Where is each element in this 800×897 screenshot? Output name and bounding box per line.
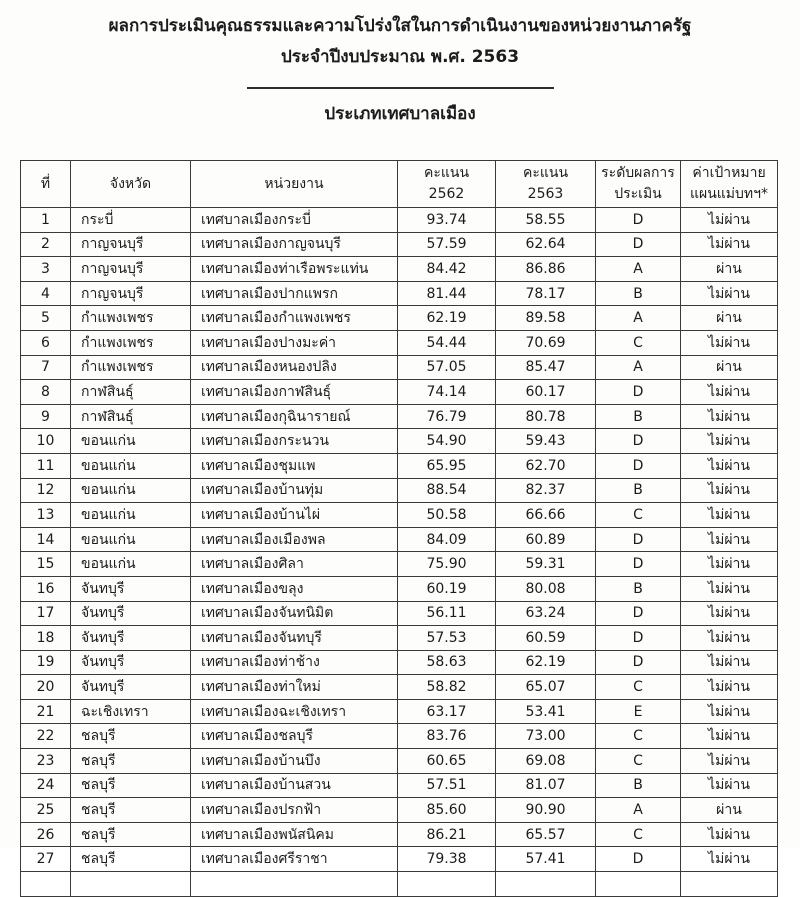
cell-grade: B bbox=[596, 773, 681, 798]
cell-score2563: 65.07 bbox=[496, 675, 596, 700]
cell-agency: เทศบาลเมืองกาฬสินธุ์ bbox=[191, 380, 398, 405]
cell-score2562: 56.11 bbox=[398, 601, 496, 626]
cell-province: จันทบุรี bbox=[71, 601, 191, 626]
cell-score2562: 57.59 bbox=[398, 232, 496, 257]
cell-score2562: 88.54 bbox=[398, 478, 496, 503]
cell-province: ฉะเชิงเทรา bbox=[71, 699, 191, 724]
cell-grade: C bbox=[596, 749, 681, 774]
cell-target: ไม่ผ่าน bbox=[681, 330, 778, 355]
cell-province: ขอนแก่น bbox=[71, 503, 191, 528]
title-line-2: ประจำปีงบประมาณ พ.ศ. 2563 bbox=[280, 47, 520, 67]
assessment-table bbox=[20, 160, 778, 897]
column-header-province: จังหวัด bbox=[71, 161, 191, 208]
table-row bbox=[21, 576, 778, 601]
cell-grade: C bbox=[596, 330, 681, 355]
cell-grade: B bbox=[596, 478, 681, 503]
cell-target: ไม่ผ่าน bbox=[681, 429, 778, 454]
cell-score2563: 60.59 bbox=[496, 626, 596, 651]
cell-grade: C bbox=[596, 503, 681, 528]
table-row bbox=[21, 798, 778, 823]
cell-province: ขอนแก่น bbox=[71, 429, 191, 454]
cell-target: ไม่ผ่าน bbox=[681, 724, 778, 749]
column-header-agency: หน่วยงาน bbox=[191, 161, 398, 208]
cell-target: ผ่าน bbox=[681, 306, 778, 331]
cell-grade: A bbox=[596, 355, 681, 380]
cell-target: ไม่ผ่าน bbox=[681, 453, 778, 478]
cell-no: 12 bbox=[21, 478, 71, 503]
cell-target: ไม่ผ่าน bbox=[681, 822, 778, 847]
cell-score2563: 85.47 bbox=[496, 355, 596, 380]
cell-score2562: 57.53 bbox=[398, 626, 496, 651]
cell-target: ไม่ผ่าน bbox=[681, 281, 778, 306]
table-row bbox=[21, 552, 778, 577]
cell-score2562: 58.82 bbox=[398, 675, 496, 700]
cell-agency: เทศบาลเมืองพนัสนิคม bbox=[191, 822, 398, 847]
cell-score2562: 79.38 bbox=[398, 847, 496, 872]
cell-agency: เทศบาลเมืองปางมะค่า bbox=[191, 330, 398, 355]
cell-score2563: 80.78 bbox=[496, 404, 596, 429]
cell-score2562: 57.51 bbox=[398, 773, 496, 798]
cell-target: ไม่ผ่าน bbox=[681, 503, 778, 528]
column-header-no: ที่ bbox=[21, 161, 71, 208]
cell-no: 2 bbox=[21, 232, 71, 257]
cell-agency: เทศบาลเมืองศิลา bbox=[191, 552, 398, 577]
cell-target: ไม่ผ่าน bbox=[681, 208, 778, 233]
cell-target: ไม่ผ่าน bbox=[681, 527, 778, 552]
cell-target: ไม่ผ่าน bbox=[681, 626, 778, 651]
cell-no: 15 bbox=[21, 552, 71, 577]
cell-no: 13 bbox=[21, 503, 71, 528]
cell-province: กระบี่ bbox=[71, 208, 191, 233]
cell-no: 18 bbox=[21, 626, 71, 651]
cell-grade: B bbox=[596, 576, 681, 601]
cell-score2563: 86.86 bbox=[496, 257, 596, 282]
table-row bbox=[21, 503, 778, 528]
title-line-1: ผลการประเมินคุณธรรมและความโปร่งใสในการดำเนินงานของหน่วยงานภาครัฐ bbox=[108, 16, 692, 36]
cell-no: 26 bbox=[21, 822, 71, 847]
cell-score2562: 54.90 bbox=[398, 429, 496, 454]
cell-agency: เทศบาลเมืองกุฉินารายณ์ bbox=[191, 404, 398, 429]
cell-no: 11 bbox=[21, 453, 71, 478]
cell-agency: เทศบาลเมืองกระบี่ bbox=[191, 208, 398, 233]
cell-province: กำแพงเพชร bbox=[71, 355, 191, 380]
cell-score2562: 75.90 bbox=[398, 552, 496, 577]
cell-province: ชลบุรี bbox=[71, 822, 191, 847]
table-row bbox=[21, 281, 778, 306]
cell-target: ไม่ผ่าน bbox=[681, 847, 778, 872]
cell-target: ไม่ผ่าน bbox=[681, 699, 778, 724]
cell-province: กำแพงเพชร bbox=[71, 330, 191, 355]
cell-empty bbox=[596, 872, 681, 897]
cell-province: ชลบุรี bbox=[71, 798, 191, 823]
cell-score2563: 89.58 bbox=[496, 306, 596, 331]
cell-grade: D bbox=[596, 527, 681, 552]
cell-score2563: 59.31 bbox=[496, 552, 596, 577]
cell-grade: D bbox=[596, 650, 681, 675]
table-row bbox=[21, 847, 778, 872]
cell-target: ไม่ผ่าน bbox=[681, 675, 778, 700]
cell-grade: A bbox=[596, 306, 681, 331]
table-row bbox=[21, 429, 778, 454]
cell-province: จันทบุรี bbox=[71, 675, 191, 700]
cell-target: ผ่าน bbox=[681, 798, 778, 823]
cell-no: 22 bbox=[21, 724, 71, 749]
cell-grade: B bbox=[596, 404, 681, 429]
table-body bbox=[21, 208, 778, 897]
table-row bbox=[21, 380, 778, 405]
cell-province: กาญจนบุรี bbox=[71, 232, 191, 257]
cell-agency: เทศบาลเมืองปากแพรก bbox=[191, 281, 398, 306]
cell-grade: D bbox=[596, 552, 681, 577]
cell-score2562: 65.95 bbox=[398, 453, 496, 478]
cell-agency: เทศบาลเมืองชุมแพ bbox=[191, 453, 398, 478]
cell-grade: D bbox=[596, 232, 681, 257]
cell-score2563: 69.08 bbox=[496, 749, 596, 774]
cell-score2562: 60.19 bbox=[398, 576, 496, 601]
cell-score2563: 62.64 bbox=[496, 232, 596, 257]
cell-score2563: 81.07 bbox=[496, 773, 596, 798]
cell-empty bbox=[71, 872, 191, 897]
table-row bbox=[21, 257, 778, 282]
cell-agency: เทศบาลเมืองบ้านสวน bbox=[191, 773, 398, 798]
cell-score2563: 60.89 bbox=[496, 527, 596, 552]
cell-no: 25 bbox=[21, 798, 71, 823]
cell-agency: เทศบาลเมืองขลุง bbox=[191, 576, 398, 601]
cell-no: 16 bbox=[21, 576, 71, 601]
cell-province: จันทบุรี bbox=[71, 650, 191, 675]
cell-score2563: 70.69 bbox=[496, 330, 596, 355]
cell-score2562: 54.44 bbox=[398, 330, 496, 355]
cell-target: ไม่ผ่าน bbox=[681, 749, 778, 774]
cell-no: 3 bbox=[21, 257, 71, 282]
cell-target: ไม่ผ่าน bbox=[681, 601, 778, 626]
cell-province: ชลบุรี bbox=[71, 847, 191, 872]
cell-target: ผ่าน bbox=[681, 355, 778, 380]
cell-no: 17 bbox=[21, 601, 71, 626]
cell-score2563: 63.24 bbox=[496, 601, 596, 626]
cell-agency: เทศบาลเมืองปรกฟ้า bbox=[191, 798, 398, 823]
cell-province: กำแพงเพชร bbox=[71, 306, 191, 331]
column-header-grade: ระดับผลการ ประเมิน bbox=[596, 161, 681, 208]
table-row bbox=[21, 749, 778, 774]
cell-no: 9 bbox=[21, 404, 71, 429]
cell-score2563: 53.41 bbox=[496, 699, 596, 724]
cell-score2563: 65.57 bbox=[496, 822, 596, 847]
cell-target: ผ่าน bbox=[681, 257, 778, 282]
column-header-score2562: คะแนน 2562 bbox=[398, 161, 496, 208]
cell-grade: D bbox=[596, 453, 681, 478]
cell-agency: เทศบาลเมืองบ้านไผ่ bbox=[191, 503, 398, 528]
cell-no: 14 bbox=[21, 527, 71, 552]
cell-no: 21 bbox=[21, 699, 71, 724]
cell-grade: E bbox=[596, 699, 681, 724]
column-header-target: ค่าเป้าหมาย แผนแม่บทฯ* bbox=[681, 161, 778, 208]
cell-score2563: 90.90 bbox=[496, 798, 596, 823]
table-header-row bbox=[21, 161, 778, 208]
table-row bbox=[21, 330, 778, 355]
cell-agency: เทศบาลเมืองเมืองพล bbox=[191, 527, 398, 552]
table-row bbox=[21, 626, 778, 651]
cell-empty bbox=[191, 872, 398, 897]
table-row bbox=[21, 724, 778, 749]
cell-score2562: 86.21 bbox=[398, 822, 496, 847]
cell-score2562: 60.65 bbox=[398, 749, 496, 774]
cell-province: ขอนแก่น bbox=[71, 478, 191, 503]
cell-score2562: 57.05 bbox=[398, 355, 496, 380]
cell-score2563: 80.08 bbox=[496, 576, 596, 601]
cell-no: 19 bbox=[21, 650, 71, 675]
cell-province: ขอนแก่น bbox=[71, 453, 191, 478]
cell-agency: เทศบาลเมืองจันทนิมิต bbox=[191, 601, 398, 626]
cell-score2562: 50.58 bbox=[398, 503, 496, 528]
table-row-partial bbox=[21, 872, 778, 897]
cell-agency: เทศบาลเมืองกระนวน bbox=[191, 429, 398, 454]
cell-agency: เทศบาลเมืองท่าใหม่ bbox=[191, 675, 398, 700]
table-row bbox=[21, 453, 778, 478]
table-row bbox=[21, 232, 778, 257]
cell-agency: เทศบาลเมืองกำแพงเพชร bbox=[191, 306, 398, 331]
table-row bbox=[21, 404, 778, 429]
cell-agency: เทศบาลเมืองบ้านบึง bbox=[191, 749, 398, 774]
cell-score2562: 85.60 bbox=[398, 798, 496, 823]
table-row bbox=[21, 699, 778, 724]
cell-no: 5 bbox=[21, 306, 71, 331]
cell-province: กาญจนบุรี bbox=[71, 257, 191, 282]
table-row bbox=[21, 822, 778, 847]
table-row bbox=[21, 773, 778, 798]
cell-agency: เทศบาลเมืองหนองปลิง bbox=[191, 355, 398, 380]
cell-target: ไม่ผ่าน bbox=[681, 404, 778, 429]
cell-no: 27 bbox=[21, 847, 71, 872]
table-row bbox=[21, 208, 778, 233]
table-row bbox=[21, 527, 778, 552]
cell-score2562: 63.17 bbox=[398, 699, 496, 724]
cell-score2562: 58.63 bbox=[398, 650, 496, 675]
cell-agency: เทศบาลเมืองบ้านทุ่ม bbox=[191, 478, 398, 503]
cell-agency: เทศบาลเมืองกาญจนบุรี bbox=[191, 232, 398, 257]
cell-score2563: 59.43 bbox=[496, 429, 596, 454]
cell-target: ไม่ผ่าน bbox=[681, 773, 778, 798]
table-header bbox=[21, 161, 778, 208]
cell-grade: A bbox=[596, 257, 681, 282]
cell-agency: เทศบาลเมืองฉะเชิงเทรา bbox=[191, 699, 398, 724]
table-row bbox=[21, 478, 778, 503]
cell-no: 24 bbox=[21, 773, 71, 798]
cell-agency: เทศบาลเมืองชลบุรี bbox=[191, 724, 398, 749]
cell-grade: C bbox=[596, 675, 681, 700]
cell-grade: D bbox=[596, 429, 681, 454]
cell-grade: D bbox=[596, 380, 681, 405]
cell-score2563: 62.70 bbox=[496, 453, 596, 478]
cell-score2563: 82.37 bbox=[496, 478, 596, 503]
cell-no: 4 bbox=[21, 281, 71, 306]
cell-score2563: 60.17 bbox=[496, 380, 596, 405]
cell-score2562: 84.42 bbox=[398, 257, 496, 282]
cell-agency: เทศบาลเมืองท่าช้าง bbox=[191, 650, 398, 675]
cell-score2562: 93.74 bbox=[398, 208, 496, 233]
cell-province: ชลบุรี bbox=[71, 773, 191, 798]
cell-no: 7 bbox=[21, 355, 71, 380]
cell-score2562: 74.14 bbox=[398, 380, 496, 405]
cell-empty bbox=[398, 872, 496, 897]
cell-score2563: 62.19 bbox=[496, 650, 596, 675]
cell-grade: B bbox=[596, 281, 681, 306]
cell-agency: เทศบาลเมืองจันทบุรี bbox=[191, 626, 398, 651]
cell-target: ไม่ผ่าน bbox=[681, 650, 778, 675]
document-title bbox=[0, 11, 800, 73]
cell-province: ชลบุรี bbox=[71, 749, 191, 774]
cell-score2562: 83.76 bbox=[398, 724, 496, 749]
cell-province: จันทบุรี bbox=[71, 626, 191, 651]
table-row bbox=[21, 355, 778, 380]
cell-score2563: 73.00 bbox=[496, 724, 596, 749]
cell-no: 8 bbox=[21, 380, 71, 405]
cell-grade: D bbox=[596, 626, 681, 651]
table-row bbox=[21, 650, 778, 675]
cell-score2563: 66.66 bbox=[496, 503, 596, 528]
cell-grade: D bbox=[596, 847, 681, 872]
cell-target: ไม่ผ่าน bbox=[681, 232, 778, 257]
cell-no: 1 bbox=[21, 208, 71, 233]
cell-target: ไม่ผ่าน bbox=[681, 478, 778, 503]
cell-score2562: 81.44 bbox=[398, 281, 496, 306]
cell-province: ชลบุรี bbox=[71, 724, 191, 749]
cell-target: ไม่ผ่าน bbox=[681, 576, 778, 601]
cell-province: กาฬสินธุ์ bbox=[71, 380, 191, 405]
table-row bbox=[21, 675, 778, 700]
column-header-score2563: คะแนน 2563 bbox=[496, 161, 596, 208]
cell-no: 10 bbox=[21, 429, 71, 454]
cell-empty bbox=[21, 872, 71, 897]
cell-score2563: 78.17 bbox=[496, 281, 596, 306]
cell-agency: เทศบาลเมืองท่าเรือพระแท่น bbox=[191, 257, 398, 282]
cell-empty bbox=[681, 872, 778, 897]
cell-score2562: 76.79 bbox=[398, 404, 496, 429]
table-row bbox=[21, 306, 778, 331]
cell-province: กาญจนบุรี bbox=[71, 281, 191, 306]
cell-no: 20 bbox=[21, 675, 71, 700]
cell-score2563: 58.55 bbox=[496, 208, 596, 233]
title-divider bbox=[247, 87, 554, 89]
cell-province: กาฬสินธุ์ bbox=[71, 404, 191, 429]
cell-score2563: 57.41 bbox=[496, 847, 596, 872]
cell-province: ขอนแก่น bbox=[71, 552, 191, 577]
cell-grade: C bbox=[596, 822, 681, 847]
cell-province: จันทบุรี bbox=[71, 576, 191, 601]
cell-no: 23 bbox=[21, 749, 71, 774]
cell-no: 6 bbox=[21, 330, 71, 355]
cell-grade: D bbox=[596, 208, 681, 233]
cell-empty bbox=[496, 872, 596, 897]
cell-province: ขอนแก่น bbox=[71, 527, 191, 552]
section-title: ประเภทเทศบาลเมือง bbox=[324, 104, 476, 124]
cell-score2562: 62.19 bbox=[398, 306, 496, 331]
cell-grade: A bbox=[596, 798, 681, 823]
cell-score2562: 84.09 bbox=[398, 527, 496, 552]
cell-target: ไม่ผ่าน bbox=[681, 380, 778, 405]
cell-grade: D bbox=[596, 601, 681, 626]
cell-agency: เทศบาลเมืองศรีราชา bbox=[191, 847, 398, 872]
cell-grade: C bbox=[596, 724, 681, 749]
cell-target: ไม่ผ่าน bbox=[681, 552, 778, 577]
table-row bbox=[21, 601, 778, 626]
